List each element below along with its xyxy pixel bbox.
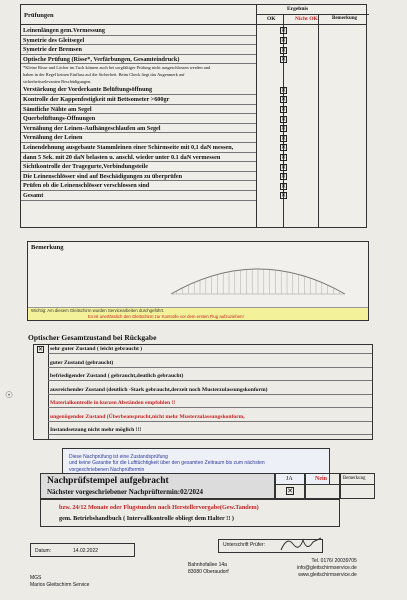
check-row: Prüfen ob die Leinenschlösser verschlossen sind: [21, 181, 256, 191]
next-check-date: Nächster vorgeschriebener Nachprüftermin:02/2024: [47, 488, 204, 496]
condition-row: Instandsetzung nicht mehr möglich !!!: [48, 426, 372, 435]
remark-box: [27, 241, 369, 321]
date-box: [30, 543, 135, 557]
condition-checkbox: ✕: [38, 346, 44, 353]
info-line-1: Diese Nachprüfung ist eine Zustandsprüfung: [69, 454, 168, 460]
check-row: Vernähung der Leinen-Aufhängeschlaufen am Segel: [21, 124, 256, 134]
contact-tel: Tel. 0176/ 20039705: [311, 558, 357, 564]
check-row: Optische Prüfung (Risse*, Verfärbungen, Gesamteindruck): [21, 55, 256, 65]
ok-checkbox: ✕: [281, 192, 287, 200]
condition-title: Optischer Gesamtzustand bei Rückgabe: [28, 333, 157, 342]
nicht-ok-header: Nicht OK: [295, 16, 318, 22]
important-note: [28, 307, 368, 320]
check-row: Kontrolle der Kappenfestigkeit mit Bettsometer >600gr: [21, 95, 256, 105]
check-row: Leinenlängen gem.Vermessung: [21, 26, 256, 36]
nein-label: Nein: [315, 476, 327, 482]
condition-table: [33, 344, 373, 440]
check-row: Gesamt: [21, 191, 256, 201]
remark-title: Bemerkung: [31, 244, 64, 251]
row-note: sicherheitsrelevanten Beschädigungen.: [23, 79, 92, 85]
ok-checkbox: ✕: [281, 96, 287, 104]
ok-checkbox: ✕: [281, 144, 287, 152]
row-note: haben in der Regel keinen Einfluss auf die Sicherheit. Beim Check liegt das Augenmerk auf: [23, 72, 185, 78]
condition-row: Materialkontrolle in kurzen Abständen empfohlen !!: [48, 399, 372, 408]
inspection-table: [20, 4, 367, 228]
ok-checkbox: ✕: [281, 115, 287, 123]
check-row: Leinendehnung ausgebaute Stammleinen einer Schirmseite mit 0,1 daN messen,: [21, 143, 256, 153]
check-row: dann 5 Sek. mit 20 daN belasten u. anschl. wieder unter 0.1 daN vermessen: [21, 153, 256, 163]
condition-row: guter Zustand (gebraucht): [48, 359, 372, 368]
ja-label: JA: [286, 476, 293, 482]
ok-checkbox: ✕: [281, 134, 287, 142]
ok-checkbox: ✕: [281, 46, 287, 54]
signature-label: Unterschrift Prüfer:: [223, 542, 265, 548]
handbook-line: gem. Betriebshandbuch ( Intervallkontrolle obliegt dem Halter !! ): [59, 515, 234, 522]
check-row: Symetrie der Bremsen: [21, 45, 256, 55]
date-value: 14.02.2022: [73, 548, 99, 554]
margin-mark-icon: ☉: [5, 390, 14, 400]
address-block: [188, 562, 229, 576]
ok-checkbox: ✕: [281, 27, 287, 35]
check-row: Symetrie des Gleitsegel: [21, 36, 256, 46]
table-title: Prüfungen: [24, 12, 54, 19]
check-row: Die Leinenschlösser sind auf Beschädigungen zu überprüfen: [21, 172, 256, 182]
address-street: Bahnhofallee 14a: [188, 562, 227, 568]
ok-checkbox: ✕: [281, 163, 287, 171]
signature-icon: [277, 534, 327, 556]
check-row: Verstärkung der Vorderkante Belüftungsöffnung: [21, 85, 256, 95]
ok-checkbox: ✕: [281, 56, 287, 64]
stamp-bemerkung-label: Bemerkung: [343, 476, 366, 481]
check-row: Sämtliche Nähte am Segel: [21, 105, 256, 115]
ok-checkbox: ✕: [281, 105, 287, 113]
signature-box: [218, 539, 323, 553]
condition-row: sehr guter Zustand ( leicht gebraucht ): [48, 345, 372, 354]
ok-checkbox: ✕: [281, 36, 287, 44]
contact-block: [297, 558, 357, 579]
check-row: Vernähung der Leinen: [21, 133, 256, 143]
company-name: Marios Gleitschirm Service: [30, 582, 90, 588]
row-note: *Kleine Risse und Löcher im Tuch können auch bei sorgfältiger Prüfung nicht ausgeschlossen werden und: [23, 65, 211, 71]
address-city: 83080 Oberaudorf: [188, 569, 229, 575]
stamp-title: Nachprüfstempel aufgebracht: [47, 476, 169, 486]
check-row: Querbelüftungs-Öffnungen: [21, 114, 256, 124]
condition-row: ungenügender Zustand (Überbeansprucht,nicht mehr Musterzulassungskonform,: [48, 413, 372, 422]
ok-header: OK: [267, 16, 276, 22]
ok-checkbox: ✕: [281, 173, 287, 181]
condition-row: befriedigender Zustand ( gebraucht,deutlich gebraucht): [48, 372, 372, 381]
ok-checkbox: ✕: [281, 125, 287, 133]
check-row: Sichtkontrolle der Tragegurte,Verbindungsteile: [21, 162, 256, 172]
ok-checkbox: ✕: [281, 86, 287, 94]
table-header: [21, 5, 366, 25]
condition-row: ausreichender Zustand (deutlich -Stark gebraucht,derzeit noch Musterzulassungskonform): [48, 386, 372, 395]
contact-email: info@gleitschirmservice.de: [297, 565, 357, 571]
company-block: [30, 575, 89, 589]
ok-checkbox: ✕: [281, 182, 287, 190]
note-line-2: Es ist unerlässlich den Gleitschirm zur Kontrolle vor dem ersten Flug aufzuziehen!: [88, 314, 244, 319]
ja-checkbox: ✕: [287, 487, 293, 495]
glider-sketch-icon: [168, 254, 348, 304]
company-short: MGS: [30, 575, 42, 581]
info-line-3: vorgeschriebenen Nachprüftermin: [69, 466, 145, 473]
stamp-section: [40, 473, 375, 529]
ergebnis-label: Ergebnis: [287, 6, 309, 12]
note-line-1: Wichtig: Am diesem Gleitschirm wurden Servicearbeiten durchgeführt.: [31, 308, 165, 313]
ok-checkbox: ✕: [281, 153, 287, 161]
bemerkung-header: Bemerkung: [332, 16, 357, 21]
interval-line: bzw. 24/12 Monate oder Flugstunden nach Herstellervorgabe(Gew.Tandem): [59, 504, 259, 511]
contact-web: www.gleitschirmservice.de: [298, 572, 357, 578]
info-line-2: und keine Garantie für die Lufttüchtigkeit über den gesamten Zeitraum bis zum nächsten: [69, 460, 265, 467]
date-label: Datum:: [35, 548, 52, 554]
